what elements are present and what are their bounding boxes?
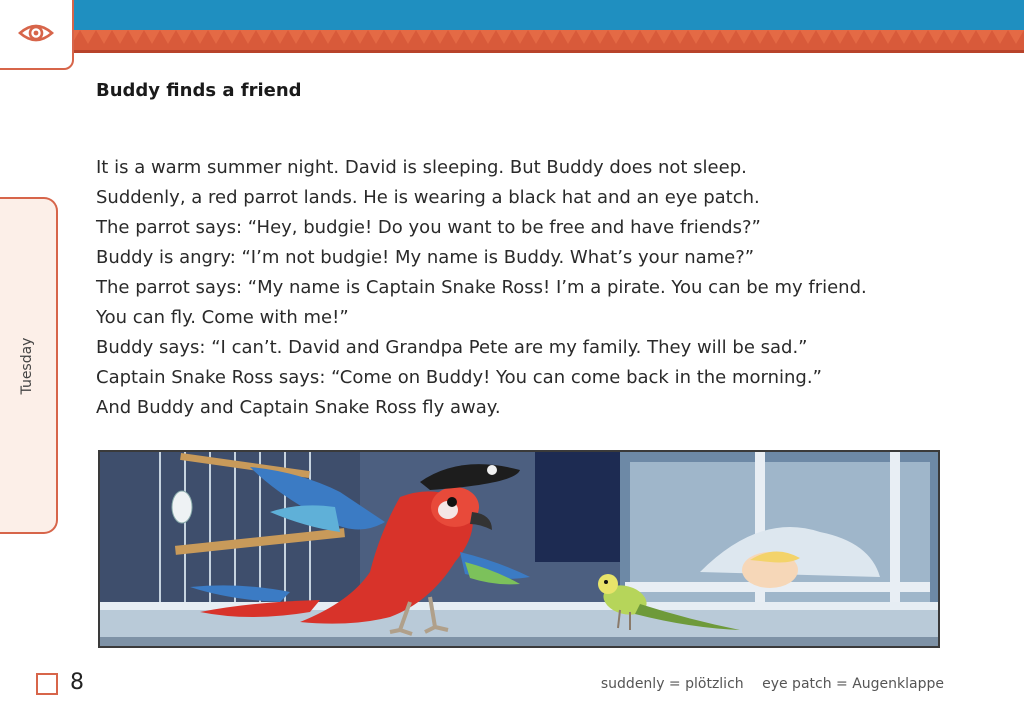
reading-tab xyxy=(0,0,74,70)
reading-done-checkbox[interactable] xyxy=(36,673,58,695)
story-title: Buddy finds a friend xyxy=(96,80,302,101)
page-number: 8 xyxy=(70,670,84,695)
story-line: Buddy is angry: “I’m not budgie! My name is Buddy. What’s your name?” xyxy=(96,247,755,268)
story-text xyxy=(96,153,956,423)
story-line: You can fly. Come with me!” xyxy=(96,307,349,328)
top-decorative-band xyxy=(0,0,1024,56)
story-line: Buddy says: “I can’t. David and Grandpa Pete are my family. They will be sad.” xyxy=(96,337,808,358)
glossary-item: eye patch = Augenklappe xyxy=(762,676,944,692)
story-line: Suddenly, a red parrot lands. He is wearing a black hat and an eye patch. xyxy=(96,187,760,208)
story-illustration xyxy=(98,450,940,648)
glossary xyxy=(601,676,944,692)
day-side-tab xyxy=(0,197,58,534)
story-line: The parrot says: “Hey, budgie! Do you want to be free and have friends?” xyxy=(96,217,761,238)
story-line: Captain Snake Ross says: “Come on Buddy! You can come back in the morning.” xyxy=(96,367,822,388)
story-line: It is a warm summer night. David is sleeping. But Buddy does not sleep. xyxy=(96,157,747,178)
day-label: Tuesday xyxy=(19,337,35,394)
glossary-item: suddenly = plötzlich xyxy=(600,676,744,692)
story-line: The parrot says: “My name is Captain Snake Ross! I’m a pirate. You can be my friend. xyxy=(96,277,867,298)
eye-icon xyxy=(18,22,54,44)
story-line: And Buddy and Captain Snake Ross fly away. xyxy=(96,397,501,418)
